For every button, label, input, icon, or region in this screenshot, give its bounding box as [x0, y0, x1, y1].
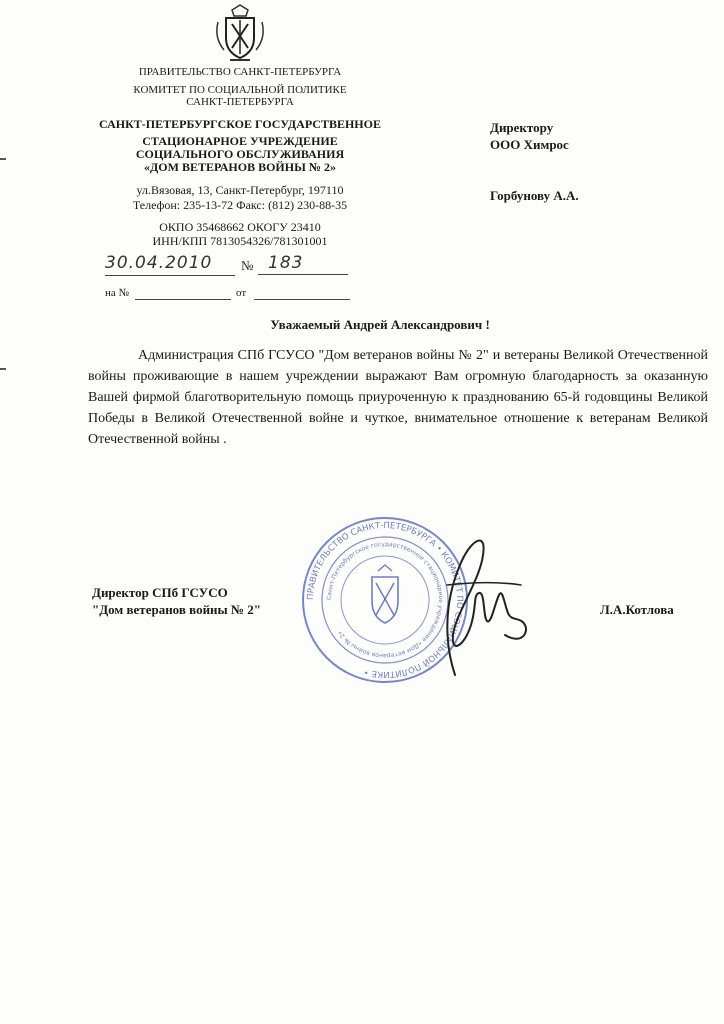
signatory-name: Л.А.Котлова: [600, 602, 674, 617]
committee-line1: КОМИТЕТ ПО СОЦИАЛЬНОЙ ПОЛИТИКЕ: [133, 84, 347, 96]
recipient-position: Директору: [490, 120, 554, 135]
scan-edge-mark: [0, 158, 6, 160]
org-name-line4: «ДОМ ВЕТЕРАНОВ ВОЙНЫ № 2»: [144, 160, 336, 174]
letter-number-label: №: [241, 258, 254, 273]
letter-body: [88, 345, 708, 450]
org-address: ул.Вязовая, 13, Санкт-Петербург, 197110: [136, 183, 344, 197]
handwritten-signature: [425, 525, 535, 695]
org-name-line3: СОЦИАЛЬНОГО ОБСЛУЖИВАНИЯ: [135, 147, 345, 161]
coat-of-arms-emblem: [212, 4, 268, 66]
reference-number-blank: [135, 298, 231, 300]
salutation: Уважаемый Андрей Александрович !: [270, 317, 490, 332]
stamp-outer-text: ПРАВИТЕЛЬСТВО САНКТ-ПЕТЕРБУРГА • КОМИТЕТ ПО СОЦИАЛЬНОЙ ПОЛИТИКЕ •: [305, 520, 465, 680]
committee-line2: САНКТ-ПЕТЕРБУРГА: [186, 96, 294, 108]
reference-label: на №: [105, 287, 130, 299]
recipient-name: Горбунову А.А.: [490, 188, 579, 203]
government-name: ПРАВИТЕЛЬСТВО САНКТ-ПЕТЕРБУРГА: [138, 66, 342, 78]
recipient-company: ООО Химрос: [490, 137, 569, 152]
signatory-title-line1: Директор СПб ГСУСО: [92, 585, 228, 600]
org-phone: Телефон: 235-13-72 Факс: (812) 230-88-35: [132, 198, 348, 212]
org-name-line1: САНКТ-ПЕТЕРБУРГСКОЕ ГОСУДАРСТВЕННОЕ: [99, 117, 381, 131]
letter-date: 30.04.2010: [105, 253, 235, 276]
scan-edge-mark: [0, 368, 6, 370]
reference-date-blank: [254, 298, 350, 300]
stamp-inner-text: Санкт-Петербургское государственное стационарное учреждение «Дом ветеранов войны № 2»: [325, 540, 445, 660]
letter-number: 183: [258, 253, 348, 275]
letter-body-paragraph: Администрация СПб ГСУСО "Дом ветеранов войны № 2" и ветераны Великой Отечественной войны проживающие в нашем учреждении выражают Вам огромную благодарность за оказанную Вашей фирмой благотворительную помощь приуроченную к празднованию 65-й годовщины Великой Победы в Великой Отечественной войне и чуткое, внимательное отношение к ветеранам Великой Отечественной войны .: [88, 348, 708, 447]
reference-from-label: от: [236, 287, 247, 299]
org-name-line2: СТАЦИОНАРНОЕ УЧРЕЖДЕНИЕ: [142, 134, 338, 148]
signatory-title-line2: "Дом ветеранов войны № 2": [92, 602, 261, 617]
org-inn: ИНН/КПП 7813054326/781301001: [152, 234, 328, 248]
org-okpo: ОКПО 35468662 ОКОГУ 23410: [159, 220, 321, 234]
